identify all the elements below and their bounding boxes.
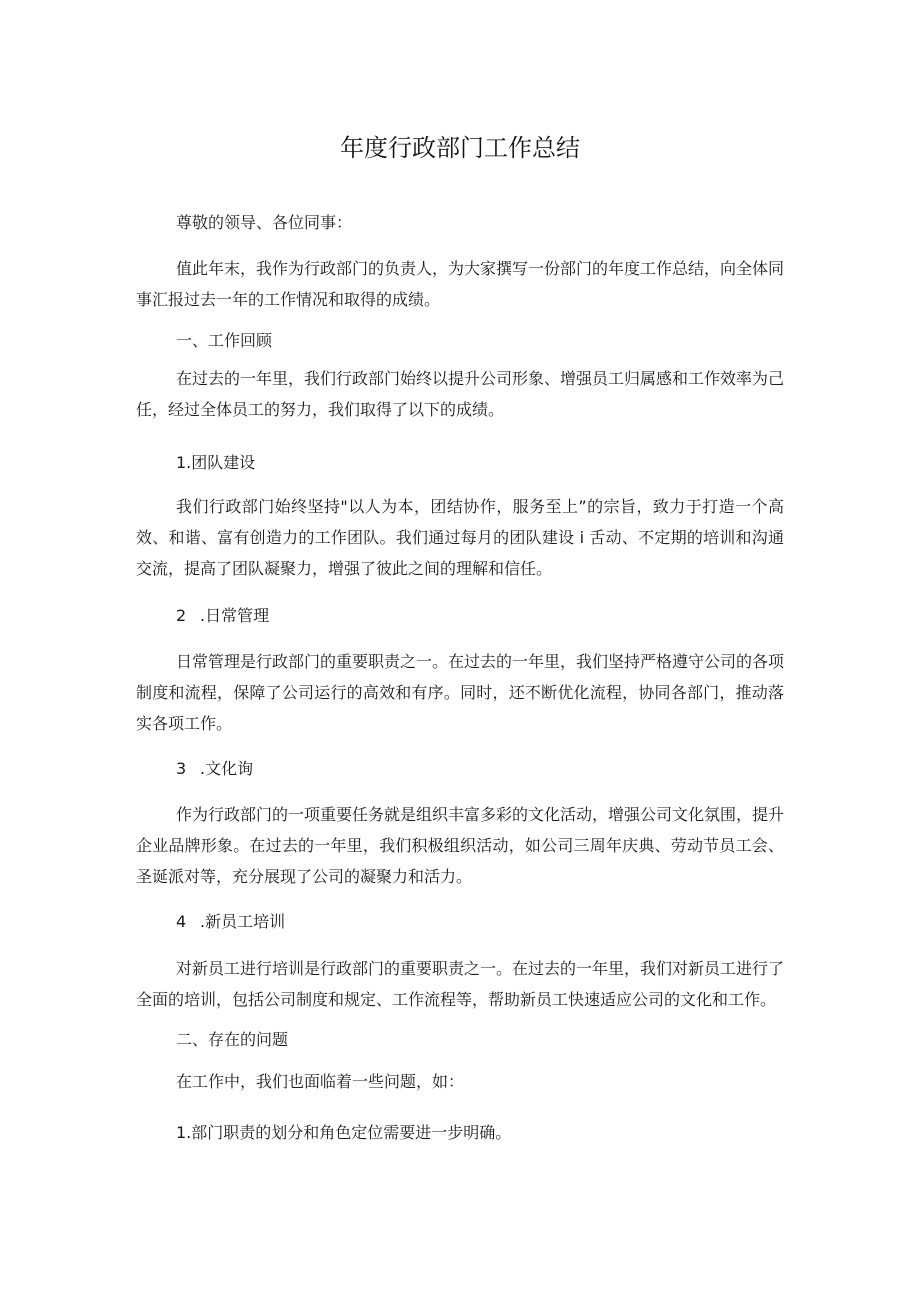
section-1-heading: 一、工作回顾 bbox=[176, 331, 273, 350]
item-3-number: 3 bbox=[176, 759, 187, 778]
section-2-paragraph: 在工作中，我们也面临着一些问题，如： bbox=[176, 1072, 465, 1091]
item-2-label: .日常管理 bbox=[200, 606, 270, 625]
item-3-label: .文化询 bbox=[200, 759, 254, 778]
problem-item-1: 1.部门职责的划分和角色定位需要进一步明确。 bbox=[176, 1123, 512, 1142]
item-2-number: 2 bbox=[176, 606, 187, 625]
item-1-paragraph: 我们行政部门始终坚持"以人为本，团结协作，服务至上”的宗旨，致力于打造一个高效、和谐、富有创造力的工作团队。我们通过每月的团队建设 i 舌动、不定期的培训和沟通交流，提高了团队凝聚力，增强了彼此之间的理解和信任。 bbox=[136, 497, 784, 578]
item-4-paragraph: 对新员工进行培训是行政部门的重要职责之一。在过去的一年里，我们对新员工进行了全面的培训，包括公司制度和规定、工作流程等，帮助新员工快速适应公司的文化和工作。 bbox=[136, 959, 785, 1009]
greeting: 尊敬的领导、各位同事： bbox=[176, 213, 353, 232]
item-4-number: 4 bbox=[176, 912, 187, 931]
section-1-paragraph: 在过去的一年里，我们行政部门始终以提升公司形象、增强员工归属感和工作效率为己任，经过全体员工的努力，我们取得了以下的成绩。 bbox=[136, 369, 785, 419]
intro-paragraph: 值此年末，我作为行政部门的负责人，为大家撰写一份部门的年度工作总结，向全体同事汇报过去一年的工作情况和取得的成绩。 bbox=[136, 259, 785, 309]
item-3-heading bbox=[176, 753, 253, 784]
item-2-heading bbox=[176, 600, 269, 631]
section-2-heading: 二、存在的问题 bbox=[176, 1030, 289, 1049]
item-1-heading: 1.团队建设 bbox=[176, 453, 256, 472]
document-title: 年度行政部门工作总结 bbox=[340, 134, 580, 162]
item-4-label: .新员工培训 bbox=[200, 912, 286, 931]
item-4-heading bbox=[176, 906, 285, 937]
item-3-paragraph: 作为行政部门的一项重要任务就是组织丰富多彩的文化活动，增强公司文化氛围，提升企业品牌形象。在过去的一年里，我们积极组织活动，如公司三周年庆典、劳动节员工会、圣诞派对等，充分展现了公司的凝聚力和活力。 bbox=[136, 805, 785, 886]
item-2-paragraph: 日常管理是行政部门的重要职责之一。在过去的一年里，我们坚持严格遵守公司的各项制度和流程，保障了公司运行的高效和有序。同时，还不断优化流程，协同各部门，推动落实各项工作。 bbox=[136, 652, 785, 733]
